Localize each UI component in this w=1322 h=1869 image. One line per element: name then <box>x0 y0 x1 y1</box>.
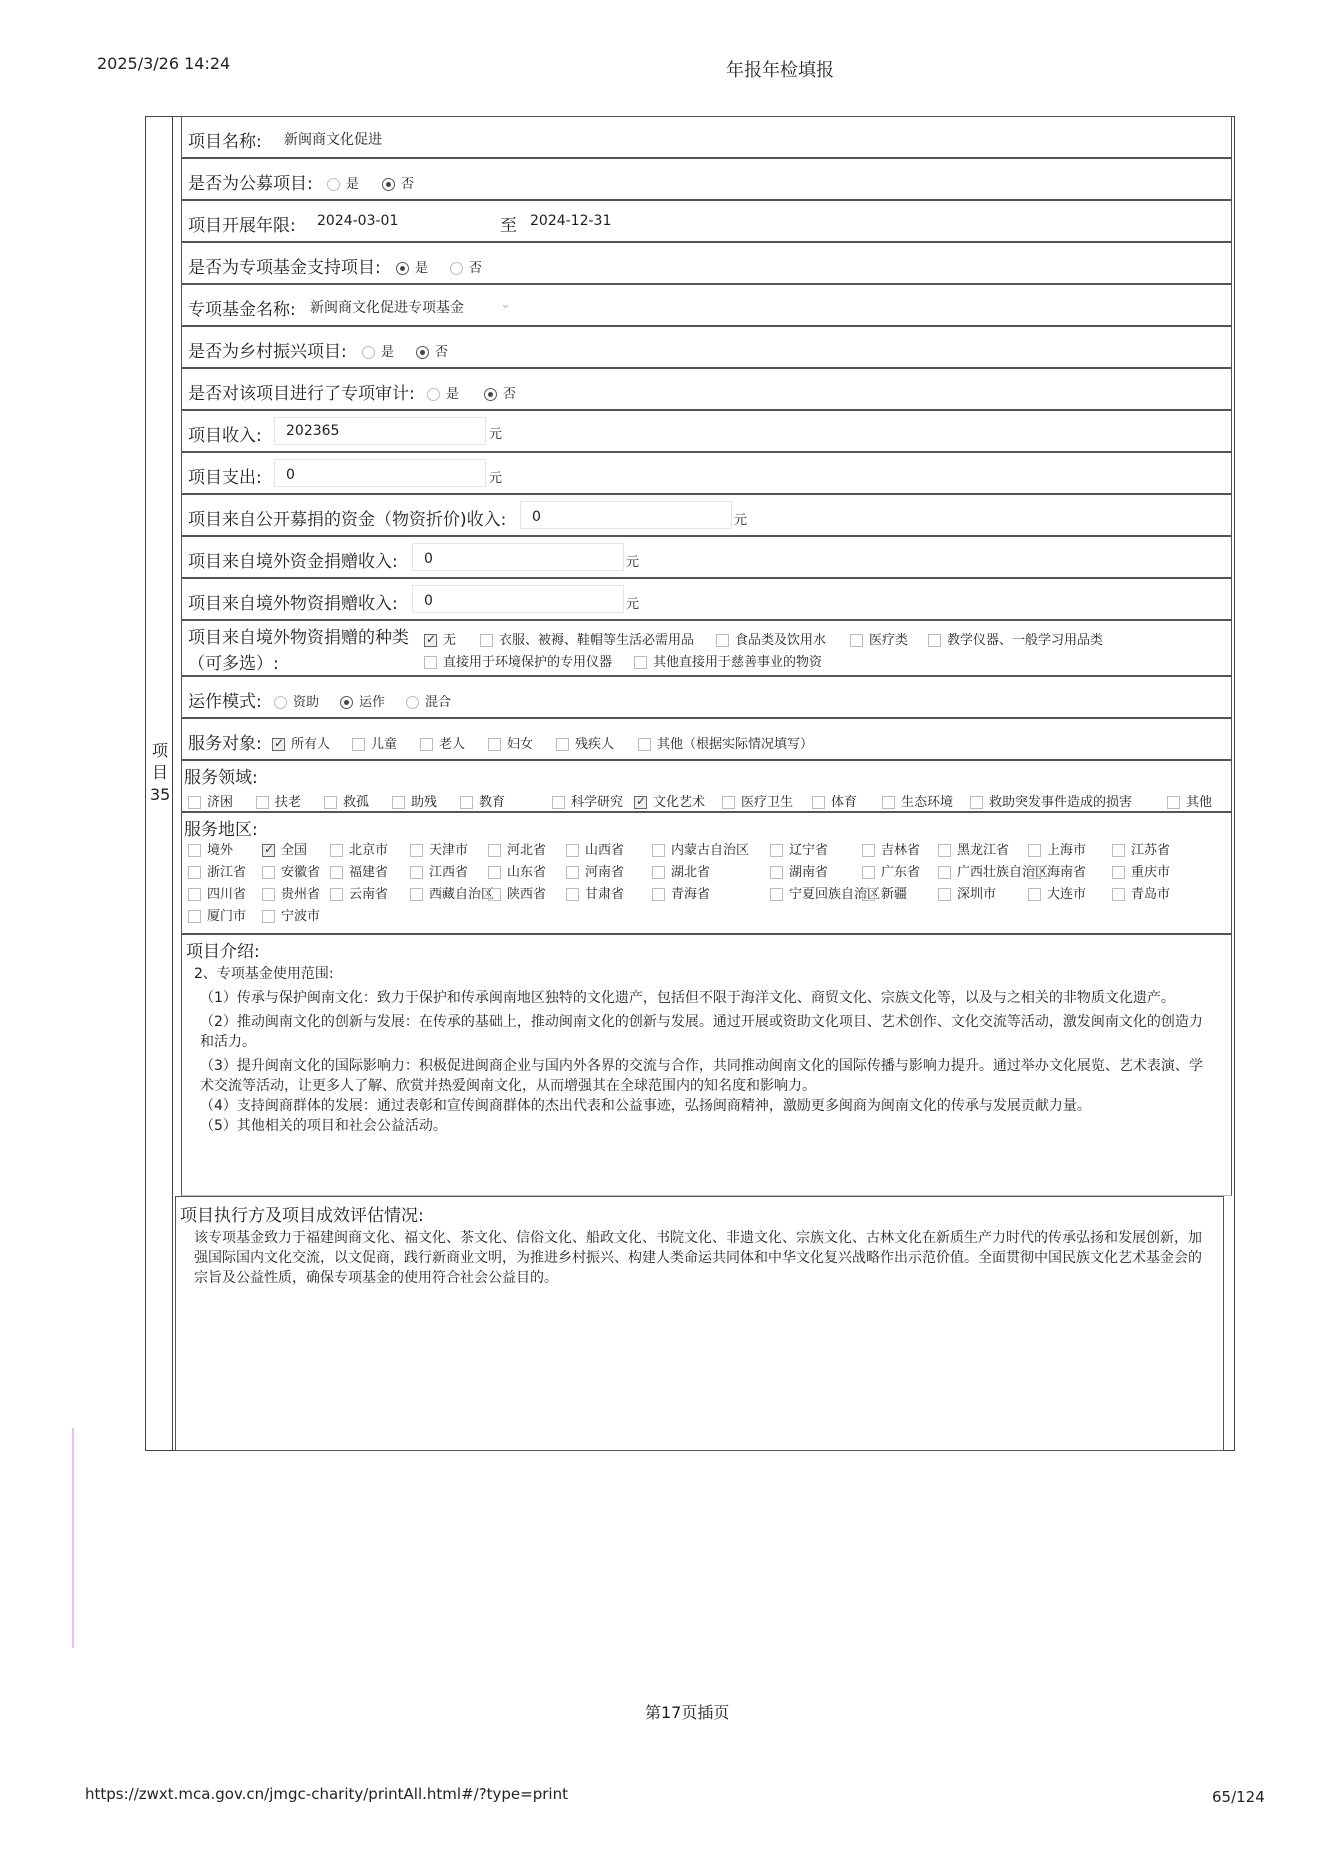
overseas-goods-income-unit: 元 <box>626 597 640 612</box>
row-service-targets <box>181 718 1232 760</box>
checkbox-icon <box>188 796 201 809</box>
rural-revitalization-label: 是否为乡村振兴项目: <box>188 342 347 362</box>
service-target-option[interactable]: 其他（根据实际情况填写） <box>638 733 813 752</box>
intro-paragraph: （4）支持闽商群体的发展：通过表彰和宣传闽商群体的杰出代表和公益事迹，弘扬闽商精神，激励更多闽商为闽南文化的传承与发展贡献力量。 <box>200 1098 1091 1114</box>
special-audit-no[interactable]: 否 <box>484 383 516 402</box>
row-special-fund-support <box>181 242 1232 284</box>
checkbox-icon <box>188 888 201 901</box>
service-region-option[interactable]: 四川省 <box>188 883 246 902</box>
special-audit-yes[interactable]: 是 <box>427 383 459 402</box>
service-region-option[interactable]: 黑龙江省 <box>938 839 1009 858</box>
checkbox-icon <box>652 866 665 879</box>
expense-unit: 元 <box>489 471 503 486</box>
service-field-option[interactable]: 扶老 <box>256 791 301 810</box>
public-donation-income-unit: 元 <box>734 513 748 528</box>
row-special-fund-name <box>181 284 1232 326</box>
service-region-option[interactable]: 重庆市 <box>1112 861 1170 880</box>
row-overseas-fund-income <box>181 536 1232 578</box>
checkbox-icon <box>330 866 343 879</box>
special-fund-support-no[interactable]: 否 <box>450 257 482 276</box>
row-rural-revitalization <box>181 326 1232 368</box>
project-name-label: 项目名称: <box>188 132 262 152</box>
introduction-text <box>194 964 1214 1136</box>
checkbox-icon <box>928 634 941 647</box>
radio-selected-icon <box>416 346 429 359</box>
radio-icon <box>427 388 440 401</box>
checkbox-checked-icon <box>424 634 437 647</box>
checkbox-icon <box>1112 888 1125 901</box>
service-region-option[interactable]: 辽宁省 <box>770 839 828 858</box>
expense-value: 0 <box>286 467 295 483</box>
evaluation-text: 该专项基金致力于福建闽商文化、福文化、茶文化、信俗文化、船政文化、书院文化、非遗文化、宗族文化、古林文化在新质生产力时代的传承弘扬和发展创新，加强国际国内文化交流，以文促商，践行新商业文明，为推进乡村振兴、构建人类命运共同体和中华文化复兴战略作出示范价值。全面贯彻中国民族文化艺术基金会的宗旨及公益性质，确保专项基金的使用符合社会公益目的。 <box>194 1230 1202 1286</box>
checkbox-icon <box>488 866 501 879</box>
checkbox-icon <box>424 656 437 669</box>
operation-mode-label: 运作模式: <box>188 692 262 712</box>
checkbox-icon <box>1167 796 1180 809</box>
checkbox-icon <box>330 888 343 901</box>
row-period <box>181 200 1232 242</box>
radio-icon <box>450 262 463 275</box>
service-region-option[interactable]: 天津市 <box>410 839 468 858</box>
checkbox-icon <box>1028 866 1041 879</box>
checkbox-icon <box>812 796 825 809</box>
operation-mode-option[interactable]: 资助 <box>274 691 319 710</box>
row-service-regions <box>181 812 1232 934</box>
checkbox-icon <box>850 634 863 647</box>
service-region-option[interactable]: 江西省 <box>410 861 468 880</box>
service-field-option[interactable]: 其他 <box>1167 791 1212 810</box>
service-region-option[interactable]: ✓ 全国 <box>262 839 307 858</box>
checkbox-icon <box>770 844 783 857</box>
checkbox-icon <box>634 656 647 669</box>
service-region-option[interactable]: 山东省 <box>488 861 546 880</box>
service-region-option[interactable]: 北京市 <box>330 839 388 858</box>
chevron-down-icon[interactable]: ⌄ <box>500 297 511 312</box>
checkbox-icon <box>1028 888 1041 901</box>
row-project-name <box>181 116 1232 158</box>
service-region-option[interactable]: 江苏省 <box>1112 839 1170 858</box>
row-operation-mode <box>181 676 1232 718</box>
checkbox-icon <box>638 738 651 751</box>
row-overseas-goods-income <box>181 578 1232 620</box>
service-region-option[interactable]: 青海省 <box>652 883 710 902</box>
checkbox-icon <box>556 738 569 751</box>
public-fundraising-yes[interactable]: 是 <box>327 173 359 192</box>
checkbox-icon <box>488 738 501 751</box>
overseas-fund-income-value: 0 <box>424 551 433 567</box>
service-region-option[interactable]: 福建省 <box>330 861 388 880</box>
radio-selected-icon <box>340 696 353 709</box>
checkbox-icon <box>420 738 433 751</box>
checkbox-icon <box>862 844 875 857</box>
public-donation-income-value: 0 <box>532 509 541 525</box>
checkbox-icon <box>882 796 895 809</box>
goods-types-label-sub: （可多选）: <box>188 654 279 674</box>
checkbox-icon <box>716 634 729 647</box>
checkbox-icon <box>352 738 365 751</box>
checkbox-icon <box>862 866 875 879</box>
radio-icon <box>327 178 340 191</box>
service-field-option[interactable]: 济困 <box>188 791 233 810</box>
goods-type-option[interactable]: 教学仪器、一般学习用品类 <box>928 629 1103 648</box>
checkbox-icon <box>330 844 343 857</box>
checkbox-icon <box>1028 844 1041 857</box>
service-target-option[interactable]: 儿童 <box>352 733 397 752</box>
service-field-option[interactable]: 生态环境 <box>882 791 953 810</box>
period-start[interactable]: 2024-03-01 <box>317 213 399 229</box>
row-expense <box>181 452 1232 494</box>
service-region-option[interactable]: 甘肃省 <box>566 883 624 902</box>
service-field-option[interactable]: ✓ 文化艺术 <box>634 791 705 810</box>
checkbox-icon <box>262 910 275 923</box>
introduction-label: 项目介绍: <box>186 942 260 962</box>
service-field-option[interactable]: 救助突发事件造成的损害 <box>970 791 1132 810</box>
print-url: https://zwxt.mca.gov.cn/jmgc-charity/printAll.html#/?type=print <box>85 1785 568 1803</box>
service-region-option[interactable]: 宁夏回族自治区 <box>770 883 880 902</box>
row-goods-types <box>181 620 1232 676</box>
checkbox-icon <box>938 888 951 901</box>
service-region-option[interactable]: 海南省 <box>1028 861 1086 880</box>
checkbox-icon <box>188 866 201 879</box>
checkbox-icon <box>1112 866 1125 879</box>
service-targets-label: 服务对象: <box>188 734 262 754</box>
checkbox-icon <box>566 866 579 879</box>
checkbox-icon <box>770 888 783 901</box>
radio-icon <box>274 696 287 709</box>
service-regions-label: 服务地区: <box>184 820 258 840</box>
radio-selected-icon <box>382 178 395 191</box>
service-region-option[interactable]: 厦门市 <box>188 905 246 924</box>
service-target-option[interactable]: 妇女 <box>488 733 533 752</box>
checkbox-icon <box>938 844 951 857</box>
checkbox-icon <box>256 796 269 809</box>
checkbox-icon <box>566 844 579 857</box>
goods-type-option[interactable]: 衣服、被褥、鞋帽等生活必需用品 <box>480 629 694 648</box>
goods-type-option[interactable]: 其他直接用于慈善事业的物资 <box>634 651 822 670</box>
checkbox-icon <box>460 796 473 809</box>
service-field-option[interactable]: 教育 <box>460 791 505 810</box>
service-region-option[interactable]: 广东省 <box>862 861 920 880</box>
service-region-option[interactable]: 上海市 <box>1028 839 1086 858</box>
service-field-option[interactable]: 助残 <box>392 791 437 810</box>
checkbox-icon <box>770 866 783 879</box>
public-donation-income-input[interactable] <box>520 501 732 529</box>
service-region-option[interactable]: 云南省 <box>330 883 388 902</box>
checkbox-icon <box>188 910 201 923</box>
checkbox-icon <box>862 888 875 901</box>
service-region-option[interactable]: 湖北省 <box>652 861 710 880</box>
row-public-donation-income <box>181 494 1232 536</box>
service-region-option[interactable]: 浙江省 <box>188 861 246 880</box>
service-region-option[interactable]: 河北省 <box>488 839 546 858</box>
radio-selected-icon <box>396 262 409 275</box>
service-field-option[interactable]: 医疗卫生 <box>722 791 793 810</box>
service-region-option[interactable]: 内蒙古自治区 <box>652 839 749 858</box>
period-end[interactable]: 2024-12-31 <box>530 213 612 229</box>
project-name-value: 新闽商文化促进 <box>284 132 382 148</box>
expense-input[interactable] <box>274 459 486 487</box>
period-label: 项目开展年限: <box>188 216 296 236</box>
checkbox-icon <box>262 866 275 879</box>
service-region-option[interactable]: 深圳市 <box>938 883 996 902</box>
special-fund-support-label: 是否为专项基金支持项目: <box>188 258 381 278</box>
intro-paragraph: （1）传承与保护闽南文化：致力于保护和传承闽南地区独特的文化遗产，包括但不限于海洋文化、商贸文化、宗族文化等，以及与之相关的非物质文化遗产。 <box>200 990 1175 1006</box>
overseas-goods-income-input[interactable] <box>412 585 624 613</box>
checkbox-icon <box>410 866 423 879</box>
checkbox-icon <box>938 866 951 879</box>
rural-revitalization-no[interactable]: 否 <box>416 341 448 360</box>
checkbox-icon <box>392 796 405 809</box>
checkbox-icon <box>970 796 983 809</box>
checkbox-icon <box>488 888 501 901</box>
service-region-option[interactable]: 山西省 <box>566 839 624 858</box>
service-field-option[interactable]: 救孤 <box>324 791 369 810</box>
goods-types-label: 项目来自境外物资捐赠的种类 <box>188 628 409 648</box>
public-fundraising-label: 是否为公募项目: <box>188 174 313 194</box>
intro-paragraph: （3）提升闽南文化的国际影响力：积极促进闽商企业与国内外各界的交流与合作，共同推动闽南文化的国际传播与影响力提升。通过举办文化展览、艺术表演、学术交流等活动，让更多人了解、欣赏并热爱闽南文化，从而增强其在全球范围内的知名度和影响力。 <box>200 1058 1203 1094</box>
service-region-option[interactable]: 贵州省 <box>262 883 320 902</box>
checkbox-icon <box>262 888 275 901</box>
overseas-goods-income-label: 项目来自境外物资捐赠收入: <box>188 594 398 614</box>
service-region-option[interactable]: 西藏自治区 <box>410 883 494 902</box>
checkbox-icon <box>566 888 579 901</box>
operation-mode-option[interactable]: 混合 <box>406 691 451 710</box>
checkbox-icon <box>722 796 735 809</box>
service-region-option[interactable]: 湖南省 <box>770 861 828 880</box>
goods-type-option[interactable]: 医疗类 <box>850 629 908 648</box>
expense-label: 项目支出: <box>188 468 262 488</box>
page-insert-note: 第17页插页 <box>645 1703 730 1722</box>
service-region-option[interactable]: 境外 <box>188 839 233 858</box>
special-fund-support-yes[interactable]: 是 <box>396 257 428 276</box>
service-target-option[interactable]: 老人 <box>420 733 465 752</box>
scan-margin-line <box>72 1428 74 1648</box>
period-separator: 至 <box>500 216 517 236</box>
checkbox-checked-icon <box>262 844 275 857</box>
special-fund-name-label: 专项基金名称: <box>188 300 296 320</box>
service-target-option[interactable]: ✓ 所有人 <box>272 733 330 752</box>
overseas-fund-income-input[interactable] <box>412 543 624 571</box>
service-region-option[interactable]: 宁波市 <box>262 905 320 924</box>
checkbox-icon <box>188 844 201 857</box>
checkbox-icon <box>552 796 565 809</box>
service-field-option[interactable]: 科学研究 <box>552 791 623 810</box>
side-label: 项目35 <box>150 741 171 804</box>
evaluation-label: 项目执行方及项目成效评估情况: <box>180 1206 424 1226</box>
goods-type-option[interactable]: 直接用于环境保护的专用仪器 <box>424 651 612 670</box>
service-field-option[interactable]: 体育 <box>812 791 857 810</box>
income-value: 202365 <box>286 423 340 439</box>
checkbox-icon <box>488 844 501 857</box>
print-page-number: 65/124 <box>1212 1788 1265 1806</box>
goods-type-option[interactable]: ✓无 <box>424 629 456 648</box>
service-region-option[interactable]: 广西壮族自治区 <box>938 861 1048 880</box>
checkbox-icon <box>410 888 423 901</box>
intro-paragraph: （5）其他相关的项目和社会公益活动。 <box>200 1118 447 1134</box>
checkbox-checked-icon <box>272 738 285 751</box>
print-datetime: 2025/3/26 14:24 <box>97 54 231 73</box>
intro-paragraph: 2、专项基金使用范围: <box>194 966 334 982</box>
service-region-option[interactable]: 吉林省 <box>862 839 920 858</box>
service-region-option[interactable]: 新疆 <box>862 883 907 902</box>
service-fields-label: 服务领域: <box>184 768 258 788</box>
overseas-goods-income-value: 0 <box>424 593 433 609</box>
income-label: 项目收入: <box>188 426 262 446</box>
checkbox-icon <box>1112 844 1125 857</box>
overseas-fund-income-label: 项目来自境外资金捐赠收入: <box>188 552 398 572</box>
checkbox-icon <box>324 796 337 809</box>
income-unit: 元 <box>489 427 503 442</box>
service-target-option[interactable]: 残疾人 <box>556 733 614 752</box>
service-region-option[interactable]: 大连市 <box>1028 883 1086 902</box>
checkbox-icon <box>652 888 665 901</box>
public-donation-income-label: 项目来自公开募捐的资金（物资折价)收入: <box>188 510 507 530</box>
service-region-option[interactable]: 陕西省 <box>488 883 546 902</box>
special-fund-name-value[interactable]: 新闽商文化促进专项基金 <box>310 300 464 316</box>
special-audit-label: 是否对该项目进行了专项审计: <box>188 384 415 404</box>
overseas-fund-income-unit: 元 <box>626 555 640 570</box>
service-region-option[interactable]: 河南省 <box>566 861 624 880</box>
print-title: 年报年检填报 <box>726 60 834 81</box>
radio-selected-icon <box>484 388 497 401</box>
radio-icon <box>406 696 419 709</box>
checkbox-checked-icon <box>634 796 647 809</box>
goods-type-option[interactable]: 食品类及饮用水 <box>716 629 826 648</box>
row-special-audit <box>181 368 1232 410</box>
row-service-fields <box>181 760 1232 812</box>
radio-icon <box>362 346 375 359</box>
row-income <box>181 410 1232 452</box>
checkbox-icon <box>480 634 493 647</box>
row-public-fundraising <box>181 158 1232 200</box>
intro-paragraph: （2）推动闽南文化的创新与发展：在传承的基础上，推动闽南文化的创新与发展。通过开展或资助文化项目、艺术创作、文化交流等活动，激发闽南文化的创造力和活力。 <box>200 1014 1203 1050</box>
rural-revitalization-yes[interactable]: 是 <box>362 341 394 360</box>
service-region-option[interactable]: 青岛市 <box>1112 883 1170 902</box>
public-fundraising-no[interactable]: 否 <box>382 173 414 192</box>
service-region-option[interactable]: 安徽省 <box>262 861 320 880</box>
checkbox-icon <box>410 844 423 857</box>
operation-mode-option[interactable]: 运作 <box>340 691 385 710</box>
checkbox-icon <box>652 844 665 857</box>
